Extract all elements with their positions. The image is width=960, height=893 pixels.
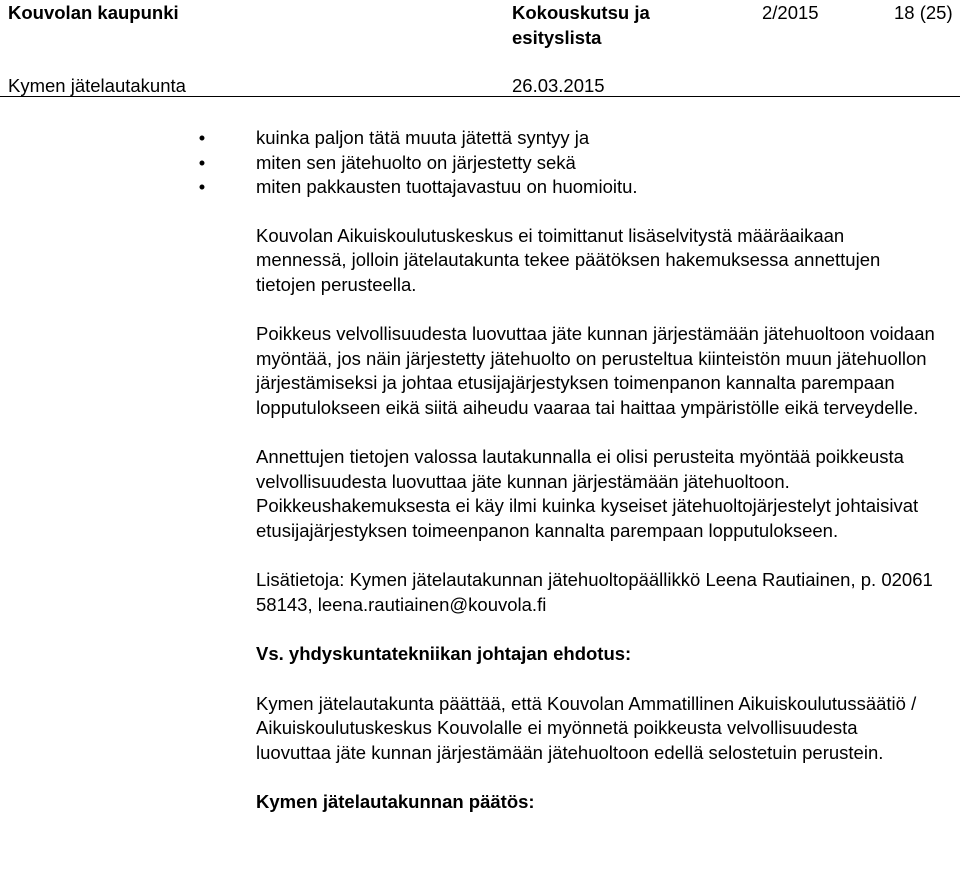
document-header	[0, 0, 960, 97]
list-item-text: miten sen jätehuolto on järjestetty sekä	[256, 151, 576, 173]
list-item-text: kuinka paljon tätä muuta jätettä syntyy ja	[256, 127, 590, 148]
bullet-icon: •	[198, 176, 206, 197]
committee-name: Kymen jätelautakunta	[8, 75, 186, 96]
paragraph-assessment: Annettujen tietojen valossa lautakunnalla ei olisi perusteita myöntää poikkeusta velvollisuudesta luovuttaa jäte kunnan järjestämään jätehuoltoon. Poikkeushakemuksesta ei käy ilmi kuinka kyseiset jätehuoltojärjestelyt johtaisivat etusijajärjestyksen toimeenpanon kannalta parempaan lopputulokseen.	[256, 446, 919, 541]
paragraph-exception-rule: Poikkeus velvollisuudesta luovuttaa jäte kunnan järjestämään jätehuoltoon voidaan myöntää, jos näin järjestetty jätehuolto on perusteltua kiinteistön muun jätehuollon järjestämiseksi ja johtaa etusijajärjestyksen toimenpanon kannalta parempaan lopputulokseen eikä siitä aiheudu vaaraa tai haittaa ympäristölle eikä terveydelle.	[256, 323, 935, 418]
page-number: 18 (25)	[894, 2, 953, 23]
bullet-list	[198, 126, 936, 200]
list-item-text: miten pakkausten tuottajavastuu on huomioitu.	[256, 176, 638, 197]
bullet-icon: •	[198, 151, 206, 173]
list-item	[198, 126, 936, 151]
list-item	[198, 175, 936, 200]
decision-heading: Kymen jätelautakunnan päätös:	[256, 791, 535, 812]
paragraph-missing-report: Kouvolan Aikuiskoulutuskeskus ei toimittanut lisäselvitystä määräaikaan mennessä, jolloin jätelautakunta tekee päätöksen hakemuksessa annettujen tietojen perusteella.	[256, 224, 881, 295]
paragraph-contact-info: Lisätietoja: Kymen jätelautakunnan jätehuoltopäällikkö Leena Rautiainen, p. 02061 58143, leena.rautiainen@kouvola.fi	[256, 569, 933, 615]
bullet-icon: •	[198, 127, 206, 148]
document-type-line2: esityslista	[512, 27, 602, 48]
list-item	[198, 151, 936, 176]
meeting-date: 26.03.2015	[512, 75, 605, 96]
document-body	[198, 126, 936, 815]
paragraph-proposal: Kymen jätelautakunta päättää, että Kouvolan Ammatillinen Aikuiskoulutussäätiö / Aikuiskoulutuskeskus Kouvolalle ei myönnetä poikkeusta velvollisuudesta luovuttaa jäte kunnan järjestämään jätehuoltoon edellä selostetuin perustein.	[256, 692, 917, 763]
document-type-line1: Kokouskutsu ja	[512, 2, 650, 23]
municipality-name: Kouvolan kaupunki	[8, 2, 179, 23]
issue-number: 2/2015	[762, 2, 819, 23]
proposal-heading: Vs. yhdyskuntatekniikan johtajan ehdotus:	[256, 643, 632, 664]
